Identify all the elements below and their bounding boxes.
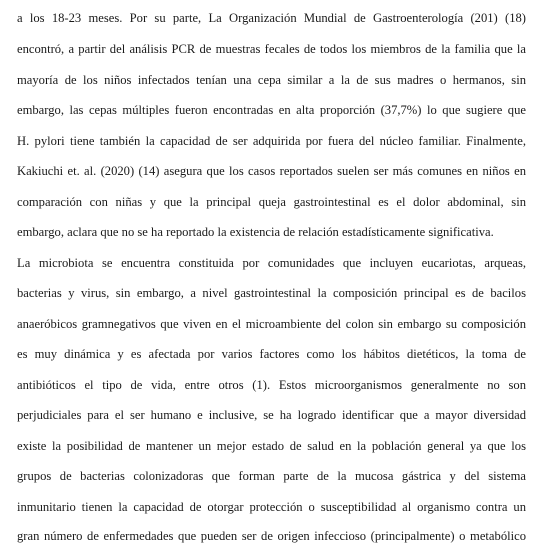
text-line: es muy dinámica y es afectada por varios factores como los hábitos dietéticos, la toma de <box>17 347 526 361</box>
text-line: embargo, las cepas múltiples fueron encontradas en alta proporción (37,7%) lo que sugiere que <box>17 103 526 117</box>
text-line: bacterias y virus, sin embargo, a nivel gastrointestinal la composición principal es de bacilos <box>17 286 526 300</box>
text-line: encontró, a partir del análisis PCR de muestras fecales de todos los miembros de la familia que la <box>17 42 526 56</box>
text-line: Kakiuchi et. al. (2020) (14) asegura que los casos reportados suelen ser más comunes en niños en <box>17 164 526 178</box>
text-line: mayoría de los niños infectados tenían una cepa similar a la de sus madres o hermanos, sin <box>17 73 526 87</box>
text-line: perjudiciales para el ser humano e inclusive, se ha logrado identificar que a mayor diversidad <box>17 408 526 422</box>
text-line: La microbiota se encuentra constituida por comunidades que incluyen eucariotas, arqueas, <box>17 256 526 270</box>
text-line: gran número de enfermedades que pueden ser de origen infeccioso (principalmente) o metabólico <box>17 529 526 543</box>
text-line: existe la posibilidad de mantener un mejor estado de salud en la población general ya que los <box>17 439 526 453</box>
text-line: grupos de bacterias colonizadoras que forman parte de la mucosa gástrica y del sistema <box>17 469 526 483</box>
text-line: comparación con niñas y que la principal queja gastrointestinal es el dolor abdominal, sin <box>17 195 526 209</box>
text-line: a los 18-23 meses. Por su parte, La Organización Mundial de Gastroenterología (201) (18) <box>17 11 526 25</box>
text-line: inmunitario tienen la capacidad de otorgar protección o susceptibilidad al organismo contra un <box>17 500 526 514</box>
text-line: antibióticos el tipo de vida, entre otros (1). Estos microorganismos generalmente no son <box>17 378 526 392</box>
text-line: H. pylori tiene también la capacidad de ser adquirida por fuera del núcleo familiar. Finalmente, <box>17 134 526 148</box>
text-line: embargo, aclara que no se ha reportado la existencia de relación estadísticamente significativa. <box>17 225 494 239</box>
text-line: anaeróbicos gramnegativos que viven en el microambiente del colon sin embargo su composición <box>17 317 526 331</box>
